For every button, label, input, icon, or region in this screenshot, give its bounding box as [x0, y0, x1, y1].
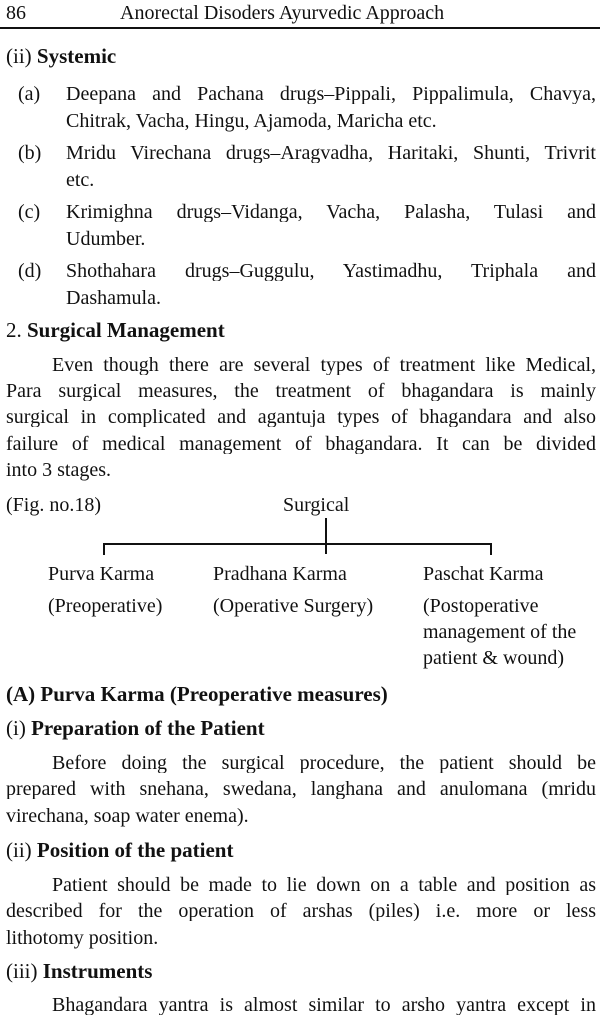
- item-b-line-1: Mridu Virechana drugs–Aragvadha, Haritaki, Shunti, Trivrit: [66, 143, 596, 163]
- branch-pradhana-karma-desc: (Operative Surgery): [213, 595, 374, 617]
- item-a-marker: (a): [18, 83, 41, 105]
- running-title: Anorectal Disoders Ayurvedic Approach: [120, 2, 445, 24]
- root-connector: [325, 518, 327, 554]
- branch-tick-left: [103, 543, 105, 555]
- branch-paschat-karma-desc-2: management of the: [423, 621, 577, 643]
- surgical-management-heading: 2. Surgical Management: [6, 318, 225, 342]
- surgical-stages-diagram: [0, 490, 600, 670]
- branch-paschat-karma-desc-3: patient & wound): [423, 647, 565, 669]
- page-header: [0, 0, 600, 30]
- item-b-marker: (b): [18, 142, 42, 164]
- figure-caption: (Fig. no.18): [6, 494, 101, 516]
- item-a-line-1: Deepana and Pachana drugs–Pippali, Pippalimula, Chavya,: [66, 84, 596, 104]
- item-c-marker: (c): [18, 201, 41, 223]
- preparation-line-2: prepared with snehana, swedana, langhana and anulomana (mridu: [6, 779, 596, 799]
- branch-paschat-karma: Paschat Karma: [423, 563, 544, 585]
- instruments-line-1: Bhagandara yantra is almost similar to arsho yantra except in: [52, 995, 596, 1015]
- paragraph-line-4: failure of medical management of bhagandara. It can be divided: [6, 434, 596, 454]
- item-c-line-2: Udumber.: [66, 228, 146, 250]
- position-heading: (ii) Position of the patient: [6, 838, 234, 862]
- paragraph-line-5: into 3 stages.: [6, 459, 111, 481]
- preparation-line-3: virechana, soap water enema).: [6, 805, 249, 827]
- header-rule: [0, 27, 600, 29]
- position-line-1: Patient should be made to lie down on a table and position as: [52, 875, 596, 895]
- item-b-line-2: etc.: [66, 169, 95, 191]
- systemic-heading: (ii) Systemic: [6, 44, 117, 68]
- branch-pradhana-karma: Pradhana Karma: [213, 563, 347, 585]
- position-line-2: described for the operation of arshas (piles) i.e. more or less: [6, 901, 596, 921]
- preparation-heading: (i) Preparation of the Patient: [6, 716, 265, 740]
- branch-bar: [103, 543, 492, 545]
- item-d-line-2: Dashamula.: [66, 287, 161, 309]
- paragraph-line-3: surgical in complicated and agantuja types of bhagandara and also: [6, 407, 596, 427]
- diagram-root-label: Surgical: [283, 494, 350, 516]
- purva-karma-heading: (A) Purva Karma (Preoperative measures): [6, 682, 388, 706]
- branch-paschat-karma-desc-1: (Postoperative: [423, 595, 539, 617]
- instruments-heading: (iii) Instruments: [6, 959, 153, 983]
- preparation-line-1: Before doing the surgical procedure, the patient should be: [52, 753, 596, 773]
- item-a-line-2: Chitrak, Vacha, Hingu, Ajamoda, Maricha etc.: [66, 110, 437, 132]
- position-line-3: lithotomy position.: [6, 927, 159, 949]
- item-d-marker: (d): [18, 260, 42, 282]
- paragraph-line-2: Para surgical measures, the treatment of bhagandara is mainly: [6, 381, 596, 401]
- branch-purva-karma: Purva Karma: [48, 563, 155, 585]
- page-number: 86: [6, 2, 26, 24]
- item-d-line-1: Shothahara drugs–Guggulu, Yastimadhu, Triphala and: [66, 261, 596, 281]
- item-c-line-1: Krimighna drugs–Vidanga, Vacha, Palasha, Tulasi and: [66, 202, 596, 222]
- branch-purva-karma-desc: (Preoperative): [48, 595, 163, 617]
- paragraph-line-1: Even though there are several types of treatment like Medical,: [52, 355, 596, 375]
- branch-tick-right: [490, 543, 492, 555]
